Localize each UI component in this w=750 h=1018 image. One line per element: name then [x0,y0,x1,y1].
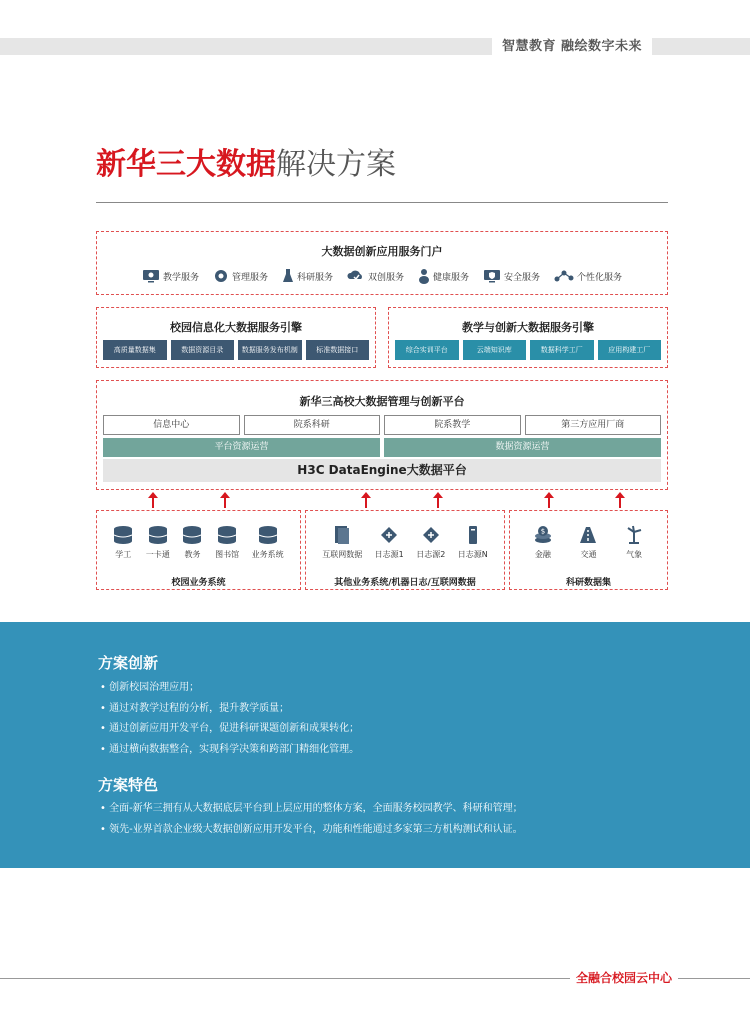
source-item-label: 学工 [115,550,132,559]
source-campus-items [97,525,300,560]
features-item: • 全面-新华三拥有从大数据底层平台到上层应用的整体方案，全面服务校园教学、科研和管理； [100,799,523,820]
engine-right-button: 云端知识库 [463,340,527,360]
service-label: 个性化服务 [577,272,623,283]
service-label: 科研服务 [296,272,333,283]
traffic-icon [578,525,598,545]
source-research-items [510,525,667,560]
router-icon [379,525,399,545]
source-item [322,525,362,560]
service-label: 教学服务 [162,272,199,283]
finance-icon [533,525,553,545]
engine-left-button: 高质量数据集 [103,340,167,360]
database-icon [217,525,237,545]
source-item-label: 日志源1 [374,550,404,559]
ops-cell: 数据资源运营 [384,438,661,457]
teaching-icon [142,269,160,283]
service-management [213,268,268,284]
ops-cell: 平台资源运营 [103,438,380,457]
source-other-items [306,525,504,560]
health-icon [418,268,430,284]
service-label: 管理服务 [231,272,268,283]
source-item [375,525,404,560]
source-item [624,525,644,560]
service-security [483,268,540,284]
portal-title: 大数据创新应用服务门户 [321,245,443,258]
source-item-label: 日志源2 [416,550,446,559]
source-item [215,525,239,560]
innovation-item: • 通过横向数据整合，实现科学决策和跨部门精细化管理。 [100,740,359,761]
svg-text:$: $ [540,527,546,536]
platform-box [96,380,668,490]
features-heading: 方案特色 [98,776,159,794]
source-item [252,525,284,560]
service-health [418,268,469,284]
page-title [96,143,396,187]
source-item-label: 日志源N [457,550,488,559]
solution-section [0,622,750,868]
database-icon [148,525,168,545]
engine-left-button: 标准数据接口 [306,340,370,360]
service-label: 双创服务 [367,272,404,283]
source-item [146,525,170,560]
engine-right-button: 数据科学工厂 [530,340,594,360]
source-campus-label: 校园业务系统 [171,578,226,588]
portal-services [97,268,667,284]
source-item-label: 教务 [184,550,201,559]
management-icon [213,268,229,284]
source-other-label: 其他业务系统/机器日志/互联网数据 [334,578,476,588]
footer-text: 全融合校园云中心 [570,970,678,987]
source-item-label: 金融 [534,550,551,559]
source-item-label: 互联网数据 [322,550,363,559]
engine-right-button: 综合实训平台 [395,340,459,360]
source-item-label: 气象 [626,550,643,559]
personalized-icon [554,269,574,283]
source-item [416,525,445,560]
service-label: 安全服务 [504,272,541,283]
source-item [113,525,133,560]
source-item-label: 一卡通 [145,550,170,559]
features-item: • 领先-业界首款企业级大数据创新应用开发平台，功能和性能通过多家第三方机构测试和认证。 [100,820,523,841]
up-arrow-icon [433,492,443,508]
source-item [578,525,598,560]
innovation-list [100,678,359,760]
source-research-box [509,510,668,590]
title-red: 新华三大数据 [96,147,276,182]
source-campus-box [96,510,301,590]
dataengine-bar: H3C DataEngine大数据平台 [103,459,661,482]
document-icon [332,525,352,545]
service-innovation [347,268,404,284]
innovation-item: • 通过创新应用开发平台，促进科研课题创新和成果转化； [100,719,359,740]
source-item [182,525,202,560]
source-item-label: 图书馆 [215,550,240,559]
source-item [533,525,553,560]
platform-cell: 信息中心 [103,415,240,435]
innovation-item: • 创新校园治理应用； [100,678,359,699]
up-arrow-icon [148,492,158,508]
platform-title: 新华三高校大数据管理与创新平台 [299,395,465,408]
service-personalized [554,268,622,284]
router-icon [421,525,441,545]
engine-left-box [96,307,376,368]
source-item-label: 交通 [580,550,597,559]
platform-cells [103,415,661,435]
source-research-label: 科研数据集 [565,578,611,588]
innovation-icon [347,269,365,283]
service-teaching [142,268,199,284]
server-icon [463,525,483,545]
database-icon [113,525,133,545]
up-arrow-icon [361,492,371,508]
innovation-heading: 方案创新 [98,654,159,672]
up-arrow-icon [220,492,230,508]
source-other-box [305,510,505,590]
innovation-item: • 通过对教学过程的分析，提升教学质量； [100,699,359,720]
weather-icon [624,525,644,545]
service-label: 健康服务 [433,272,470,283]
platform-cell: 院系教学 [384,415,521,435]
up-arrow-icon [615,492,625,508]
engine-left-button: 数据资源目录 [171,340,235,360]
engine-left-buttons [103,340,369,360]
engine-right-box [388,307,668,368]
engine-left-button: 数据服务发布机制 [238,340,302,360]
platform-ops [103,438,661,457]
source-item [458,525,488,560]
title-rule [96,202,668,203]
portal-box [96,231,668,295]
engine-right-button: 应用构建工厂 [598,340,662,360]
up-arrow-icon [544,492,554,508]
header-slogan: 智慧教育 融绘数字未来 [492,36,652,57]
engine-right-title: 教学与创新大数据服务引擎 [462,321,594,334]
platform-cell: 第三方应用厂商 [525,415,662,435]
security-icon [483,269,501,283]
source-item-label: 业务系统 [251,550,284,559]
service-research [282,268,333,284]
database-icon [182,525,202,545]
platform-cell: 院系科研 [244,415,381,435]
database-icon [258,525,278,545]
features-list [100,799,523,840]
engine-left-title: 校园信息化大数据服务引擎 [170,321,302,334]
research-icon [282,268,294,284]
engine-right-buttons [395,340,661,360]
title-gray: 解决方案 [276,147,396,182]
